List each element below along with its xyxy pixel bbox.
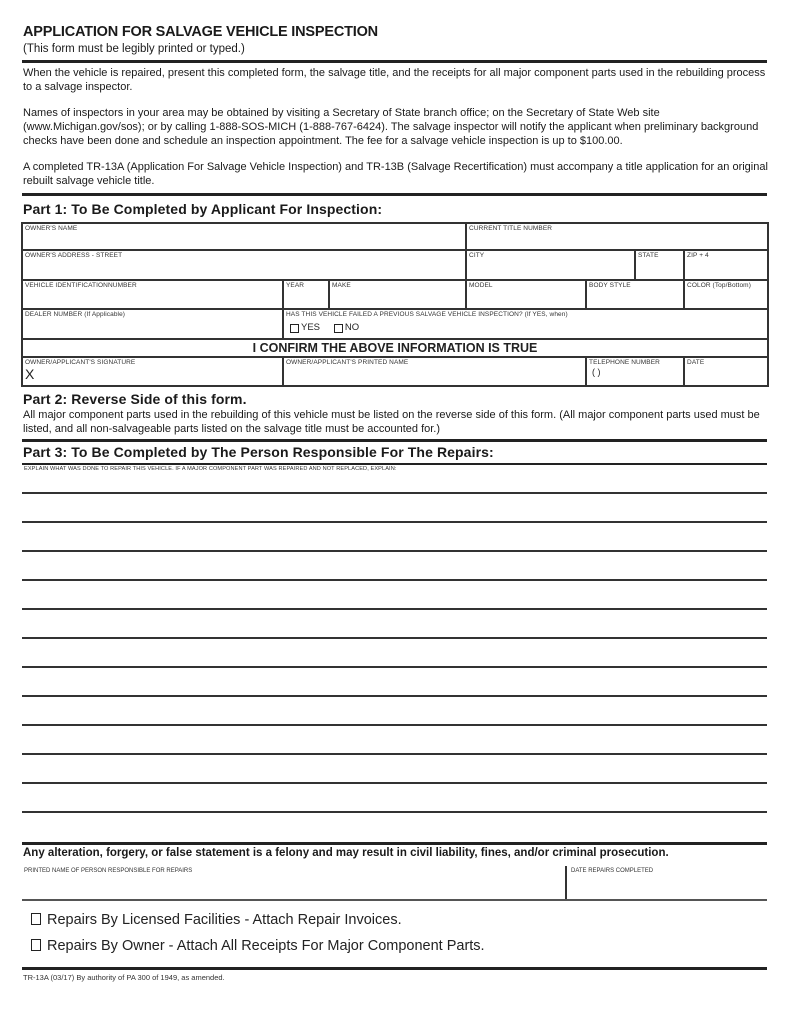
- divider: [22, 193, 767, 196]
- current-title-number-field[interactable]: [466, 223, 768, 250]
- part2-text: All major component parts used in the rebuilding of this vehicle must be listed on the reverse side of this form. (All major component parts used must be listed, and all non-salvageable parts listed on the salvage title must be accounted for.): [23, 409, 760, 435]
- writing-line: [22, 521, 767, 523]
- field-label: OWNER'S NAME: [25, 225, 78, 232]
- field-label: ZIP + 4: [687, 252, 709, 259]
- field-label: MAKE: [332, 282, 351, 289]
- option-repairs-by-owner[interactable]: [31, 938, 485, 954]
- yes-checkbox[interactable]: [290, 324, 299, 333]
- printed-name-repairer-field[interactable]: [22, 866, 565, 899]
- divider: [22, 60, 767, 63]
- intro-paragraph-3: A completed TR-13A (Application For Salvage Vehicle Inspection) and TR-13B (Salvage Recertification) must accompany a title application for an original rebuilt salvage vehicle title.: [23, 161, 768, 187]
- confirm-statement: I CONFIRM THE ABOVE INFORMATION IS TRUE: [22, 339, 768, 357]
- telephone-field[interactable]: [586, 357, 684, 386]
- date-repairs-completed-label: DATE REPAIRS COMPLETED: [571, 868, 654, 874]
- year-field[interactable]: [283, 280, 329, 309]
- no-checkbox[interactable]: [334, 324, 343, 333]
- felony-warning: Any alteration, forgery, or false statement is a felony and may result in civil liability, fines, and/or criminal prosecution.: [23, 847, 669, 859]
- option-label: Repairs By Licensed Facilities - Attach Repair Invoices.: [47, 912, 402, 928]
- printed-name-field[interactable]: [283, 357, 586, 386]
- part1-heading: Part 1: To Be Completed by Applicant For Inspection:: [23, 201, 383, 217]
- option-licensed-facilities[interactable]: [31, 912, 402, 928]
- repairs-by-owner-checkbox[interactable]: [31, 939, 41, 951]
- field-label: STATE: [638, 252, 659, 259]
- signature-field[interactable]: [22, 357, 283, 386]
- intro-paragraph-1: When the vehicle is repaired, present this completed form, the salvage title, and the receipts for all major component parts used in the rebuilding process to a salvage inspector.: [23, 67, 766, 93]
- divider: [22, 967, 767, 970]
- applicant-form-table: [21, 222, 769, 387]
- part3-heading: Part 3: To Be Completed by The Person Responsible For The Repairs:: [23, 444, 494, 460]
- form-subtitle: (This form must be legibly printed or typed.): [23, 43, 245, 55]
- field-label: OWNER/APPLICANT'S SIGNATURE: [25, 359, 136, 366]
- writing-line: [22, 637, 767, 639]
- writing-line: [22, 608, 767, 610]
- divider: [22, 842, 767, 845]
- field-label: CURRENT TITLE NUMBER: [469, 225, 553, 232]
- writing-line: [22, 550, 767, 552]
- field-label: MODEL: [469, 282, 493, 289]
- body-style-field[interactable]: [586, 280, 684, 309]
- part2-heading: Part 2: Reverse Side of this form.: [23, 391, 247, 407]
- writing-line: [22, 492, 767, 494]
- color-field[interactable]: [684, 280, 768, 309]
- divider: [22, 439, 767, 442]
- field-label: OWNER'S ADDRESS - STREET: [25, 252, 123, 259]
- owners-name-field[interactable]: [22, 223, 466, 250]
- divider: [22, 899, 767, 901]
- model-field[interactable]: [466, 280, 586, 309]
- explain-label: EXPLAIN WHAT WAS DONE TO REPAIR THIS VEHICLE. IF A MAJOR COMPONENT PART WAS REPAIRED AND NOT REPLACED, EXPLAIN:: [24, 466, 397, 472]
- writing-line: [22, 579, 767, 581]
- state-field[interactable]: [635, 250, 684, 280]
- field-label: VEHICLE IDENTIFICATIONNUMBER: [25, 282, 137, 289]
- vin-field[interactable]: [22, 280, 283, 309]
- option-label: Repairs By Owner - Attach All Receipts For Major Component Parts.: [47, 938, 485, 954]
- form-footer: TR-13A (03/17) By authority of PA 300 of 1949, as amended.: [23, 973, 225, 982]
- writing-line: [22, 724, 767, 726]
- writing-line: [22, 753, 767, 755]
- field-label: CITY: [469, 252, 485, 259]
- make-field[interactable]: [329, 280, 466, 309]
- field-label: DEALER NUMBER (If Applicable): [25, 311, 126, 318]
- form-title: APPLICATION FOR SALVAGE VEHICLE INSPECTION: [23, 24, 378, 40]
- date-repairs-completed-field[interactable]: [567, 866, 767, 899]
- zip-field[interactable]: [684, 250, 768, 280]
- writing-line: [22, 666, 767, 668]
- field-label: OWNER/APPLICANT'S PRINTED NAME: [286, 359, 409, 366]
- date-field[interactable]: [684, 357, 768, 386]
- telephone-parens: ( ): [592, 367, 601, 377]
- writing-line: [22, 695, 767, 697]
- field-label: TELEPHONE NUMBER: [589, 359, 660, 366]
- field-label: BODY STYLE: [589, 282, 631, 289]
- failed-inspection-field[interactable]: [283, 309, 768, 339]
- no-label: NO: [344, 322, 360, 333]
- signature-mark: X: [25, 366, 35, 382]
- writing-line: [22, 782, 767, 784]
- field-label: YEAR: [286, 282, 305, 289]
- city-field[interactable]: [466, 250, 635, 280]
- field-label: DATE: [687, 359, 705, 366]
- writing-line: [22, 811, 767, 813]
- yes-label: YES: [301, 322, 321, 333]
- licensed-facilities-checkbox[interactable]: [31, 913, 41, 925]
- field-label: HAS THIS VEHICLE FAILED A PREVIOUS SALVAGE VEHICLE INSPECTION? (If YES, when): [286, 311, 568, 318]
- dealer-number-field[interactable]: [22, 309, 283, 339]
- divider: [22, 463, 767, 465]
- field-label: COLOR (Top/Bottom): [687, 282, 751, 289]
- owners-address-field[interactable]: [22, 250, 466, 280]
- printed-name-repairer-label: PRINTED NAME OF PERSON RESPONSIBLE FOR REPAIRS: [24, 868, 193, 874]
- intro-paragraph-2: Names of inspectors in your area may be obtained by visiting a Secretary of State branch office; on the Secretary of State Web site (www.Michigan.gov/sos); or by calling 1-888-SOS-MICH (1-888-767-6424). The salvage inspector will notify the applicant when preliminary background checks have been done and schedule an inspection appointment. The fee for a salvage vehicle inspection is up to $100.00.: [23, 107, 759, 147]
